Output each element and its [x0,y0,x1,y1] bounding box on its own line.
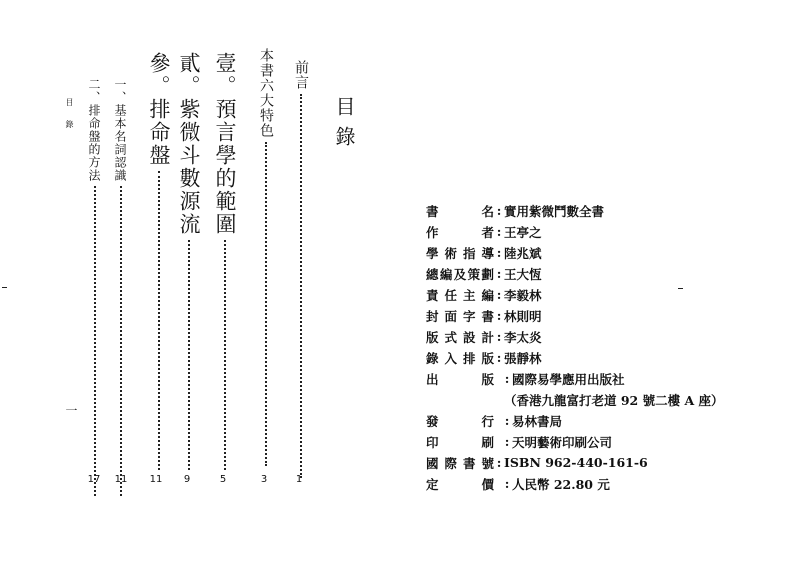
colophon-value: 林則明 [504,308,542,324]
colophon-key: 總 編 及 策 劃 [426,266,494,282]
toc-entry-chapter-3 [144,52,174,472]
leader-dots [300,94,302,478]
colophon-value: ISBN 962-440-161-6 [504,455,648,470]
toc-entry-label: 本書六大特色 [258,48,274,138]
toc-entry-section-2 [86,78,103,498]
toc-entry-label: 前言 [293,60,309,90]
colophon-key: 印 刷 [426,434,494,450]
colophon-value: 王大恆 [504,266,542,282]
colophon-value: 王亭之 [504,224,542,240]
toc-title: 目錄 [332,96,356,156]
colophon-value: 國際易學應用出版社 [512,371,625,387]
colophon-value: 天明藝術印刷公司 [512,434,613,450]
colophon-key: 作 者 [426,224,494,240]
toc-page-number: 11 [114,474,128,485]
colophon-value: 陸兆斌 [504,245,542,261]
colophon-key: 責 任 主 編 [426,287,494,303]
colophon-row-cover-calligraphy: 封 面 字 書 : 林則明 [426,308,542,324]
colophon-value: 易林書局 [512,413,563,429]
leader-dots [120,186,122,496]
colophon-value: 人民幣 22.80 元 [512,476,610,492]
leader-dots [224,240,226,470]
colophon-key: 封 面 字 書 [426,308,494,324]
toc-entry-label: 壹。預言學的範圍 [213,52,237,236]
colophon-key: 版 式 設 計 [426,329,494,345]
colophon-row-price: 定 價 : 人民幣 22.80 元 [426,476,610,492]
colophon-key: 出 版 [426,371,494,387]
toc-entry-label: 參。排命盤 [147,52,171,167]
toc-page-number: 11 [149,474,163,485]
toc-entry-preface [291,60,311,480]
edge-mark [2,287,7,288]
folio-number: 一 [64,404,78,416]
toc-entry-chapter-1 [210,52,240,472]
toc-entry-chapter-2 [174,52,204,472]
toc-page-number: 1 [295,474,303,485]
colophon-row-layout-design: 版 式 設 計 : 李太炎 [426,329,542,345]
colophon-key: 書 名 [426,203,494,219]
toc-entry-section-1 [112,78,129,498]
colophon-value: 李毅林 [504,287,542,303]
colophon-key: 定 價 [426,476,494,492]
colophon-value: 實用紫微鬥數全書 [504,203,605,219]
colophon-row-advisor: 學 術 指 導 : 陸兆斌 [426,245,542,261]
colophon-key: 學 術 指 導 [426,245,494,261]
colophon-row-distributor: 發 行 : 易林書局 [426,413,563,429]
leader-dots [94,186,96,496]
colophon-row-isbn: 國 際 書 號 : ISBN 962-440-161-6 [426,455,648,471]
toc-page-number: 5 [219,474,227,485]
leader-dots [188,240,190,470]
colophon-key: 錄 入 排 版 [426,350,494,366]
colophon-row-author: 作 者 : 王亭之 [426,224,542,240]
leader-dots [265,142,267,466]
colophon [426,200,776,494]
toc-entry-label: 一、基本名詞認識 [113,78,127,182]
colophon-row-publisher: 出 版 : 國際易學應用出版社 [426,371,625,387]
colophon-key: 發 行 [426,413,494,429]
colophon-row-printer: 印 刷 : 天明藝術印刷公司 [426,434,613,450]
colophon-key: 國 際 書 號 [426,455,494,471]
colophon-row-publisher-address [426,389,776,410]
leader-dots [158,171,160,470]
colophon-row-editor-in-chief: 總 編 及 策 劃 : 王大恆 [426,266,542,282]
toc-page-number: 17 [87,474,101,485]
toc-entry-features [256,48,276,468]
colophon-row-managing-editor: 責 任 主 編 : 李毅林 [426,287,542,303]
colophon-value: 張靜林 [504,350,542,366]
colophon-row-title: 書 名 : 實用紫微鬥數全書 [426,203,605,219]
toc-entry-label: 貳。紫微斗數源流 [177,52,201,236]
colophon-value: （香港九龍富打老道 92 號二樓 A 座） [504,392,724,408]
toc-page-number: 3 [260,474,268,485]
colophon-value: 李太炎 [504,329,542,345]
toc-entry-label: 二、排命盤的方法 [87,78,101,182]
toc-page-number: 9 [183,474,191,485]
running-header: 目錄 [65,98,74,142]
colophon-row-typesetting: 錄 入 排 版 : 張靜林 [426,350,542,366]
